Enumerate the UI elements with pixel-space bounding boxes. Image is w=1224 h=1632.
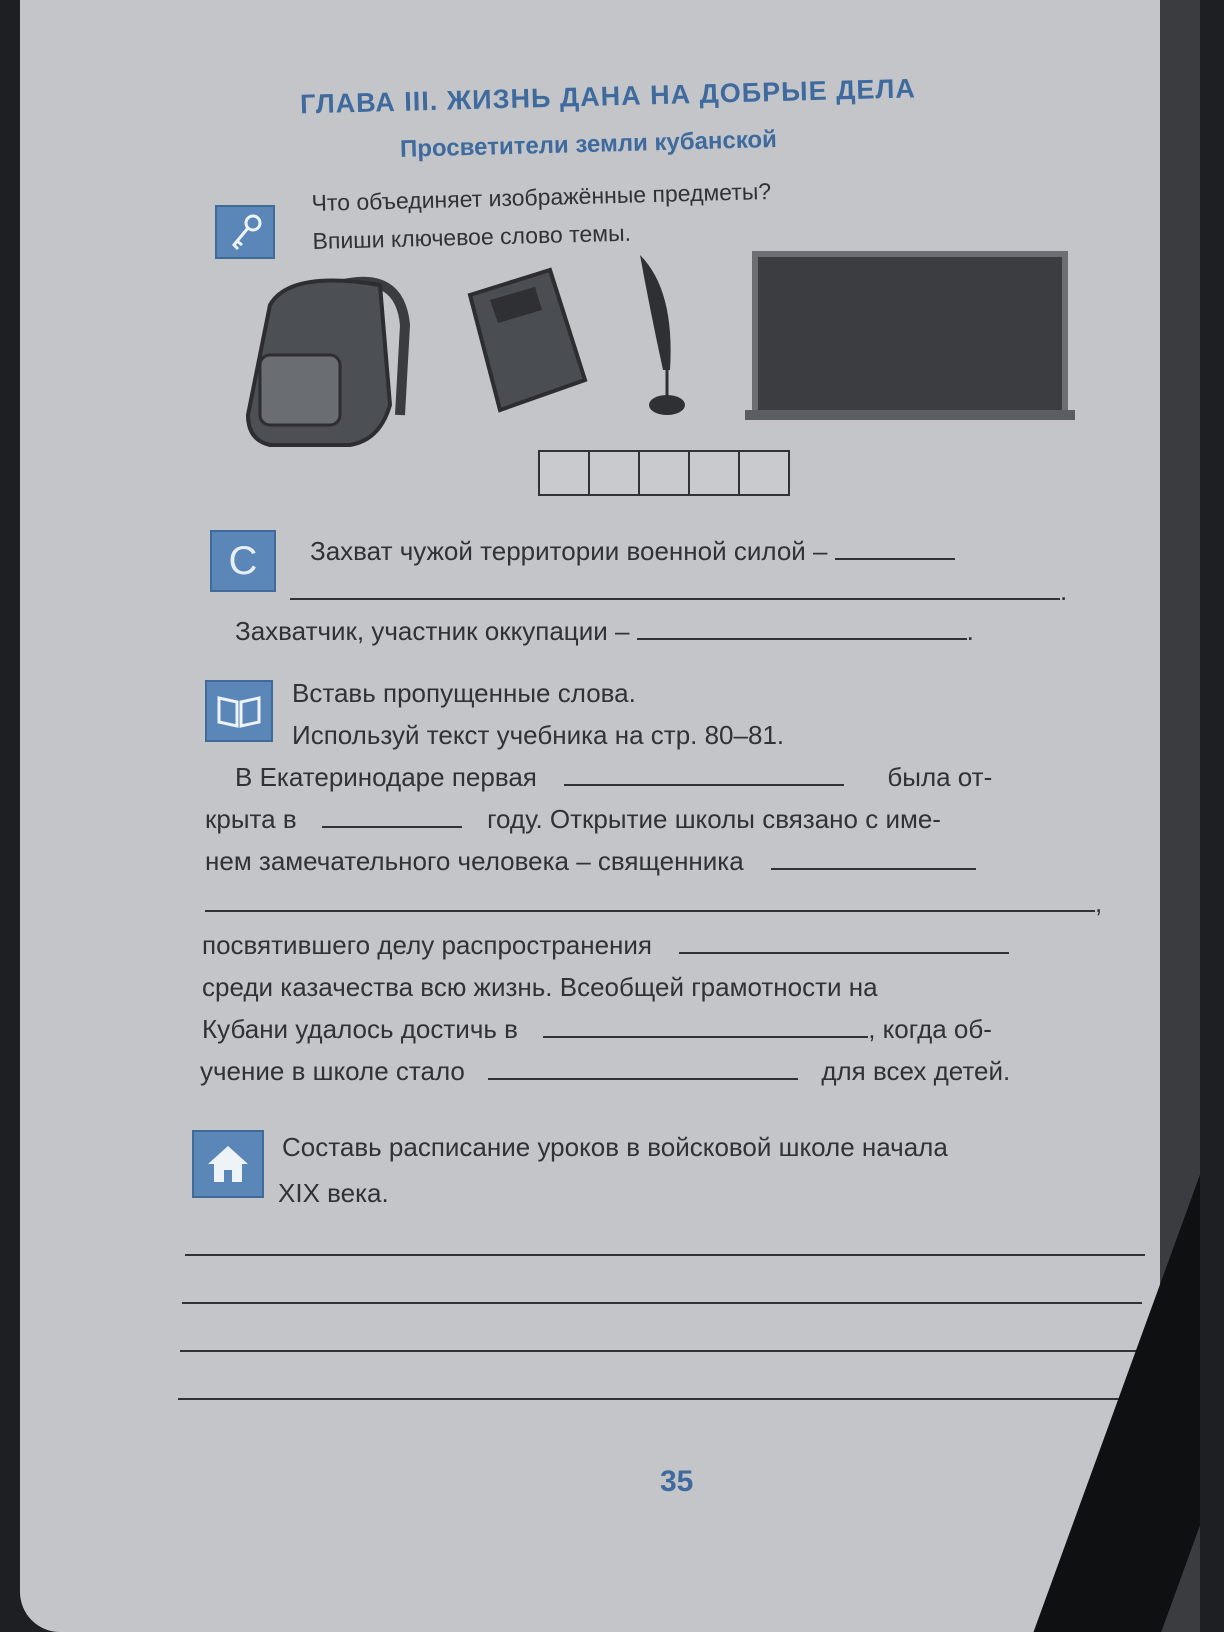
text-fragment: , когда об-: [868, 1014, 992, 1044]
answer-blank[interactable]: [322, 802, 462, 828]
chalkboard-image: [745, 250, 1085, 435]
text-fragment: В Екатеринодаре первая: [235, 762, 537, 792]
writing-line[interactable]: [178, 1398, 1138, 1400]
book-image: [460, 265, 600, 420]
answer-blank[interactable]: [205, 886, 1095, 912]
answer-blank[interactable]: [543, 1012, 868, 1038]
task2-line2: [290, 570, 1067, 612]
page-number: 35: [660, 1465, 694, 1498]
paragraph-line: [205, 840, 976, 882]
text-fragment: году. Открытие школы связано с име-: [487, 804, 941, 834]
answer-blank[interactable]: [637, 614, 967, 640]
answer-blank[interactable]: [488, 1054, 798, 1080]
open-book-icon: [205, 680, 273, 742]
paragraph-line: [205, 882, 1102, 924]
section-title: Просветители земли кубанской: [399, 125, 778, 163]
answer-blank[interactable]: [835, 534, 955, 560]
answer-cell[interactable]: [688, 450, 740, 496]
paragraph-line: [235, 756, 992, 798]
answer-blank[interactable]: [679, 928, 1009, 954]
paragraph-line: [202, 1008, 992, 1050]
term-definition-1: Захват чужой территории военной силой –: [310, 536, 828, 566]
text-fragment: Кубани удалось достичь в: [202, 1014, 518, 1044]
comma: ,: [1095, 888, 1103, 918]
backpack-image: [230, 265, 420, 460]
text-fragment: нем замечательного человека – священника: [205, 846, 744, 876]
task3-instruction-1: Вставь пропущенные слова.: [292, 678, 636, 708]
text-fragment: была от-: [887, 762, 993, 792]
workbook-page: [20, 0, 1200, 1632]
task2-line1: [310, 530, 955, 572]
task4-line2: XIX века.: [278, 1178, 389, 1208]
writing-line[interactable]: [182, 1302, 1142, 1304]
quill-inkwell-image: [625, 250, 705, 425]
chapter-title: ГЛАВА III. ЖИЗНЬ ДАНА НА ДОБРЫЕ ДЕЛА: [299, 73, 917, 120]
text-fragment: учение в школе стало: [200, 1056, 465, 1086]
period: .: [1060, 576, 1068, 606]
writing-line[interactable]: [185, 1254, 1145, 1256]
answer-cell[interactable]: [738, 450, 790, 496]
house-icon: [192, 1130, 264, 1198]
text-fragment: посвятившего делу распространения: [202, 930, 652, 960]
task3-instruction-2: Используй текст учебника на стр. 80–81.: [292, 720, 785, 750]
paragraph-line: [202, 924, 1009, 966]
paragraph-line: [200, 1050, 1010, 1092]
answer-blank[interactable]: [564, 760, 844, 786]
term-definition-2: Захватчик, участник оккупации –: [235, 616, 630, 646]
task2-line3: [235, 610, 974, 652]
key-icon: [215, 205, 275, 259]
text-fragment: крыта в: [205, 804, 297, 834]
task1-instruction: Впиши ключевое слово темы.: [312, 219, 632, 255]
answer-cell[interactable]: [538, 450, 590, 496]
answer-blank[interactable]: [771, 844, 976, 870]
paragraph-line: среди казачества всю жизнь. Всеобщей грамотности на: [202, 972, 878, 1002]
answer-blank[interactable]: [290, 574, 1060, 600]
task1-question: Что объединяет изображённые предметы?: [311, 177, 772, 217]
c-badge-icon: C: [210, 530, 276, 592]
writing-line[interactable]: [180, 1350, 1140, 1352]
answer-cells: [540, 450, 790, 496]
task1-text: [311, 172, 772, 260]
text-fragment: для всех детей.: [821, 1056, 1011, 1086]
answer-cell[interactable]: [638, 450, 690, 496]
period: .: [966, 616, 974, 646]
paragraph-line: [205, 798, 941, 840]
task4-line1: Составь расписание уроков в войсковой школе начала: [282, 1132, 948, 1162]
answer-cell[interactable]: [588, 450, 640, 496]
